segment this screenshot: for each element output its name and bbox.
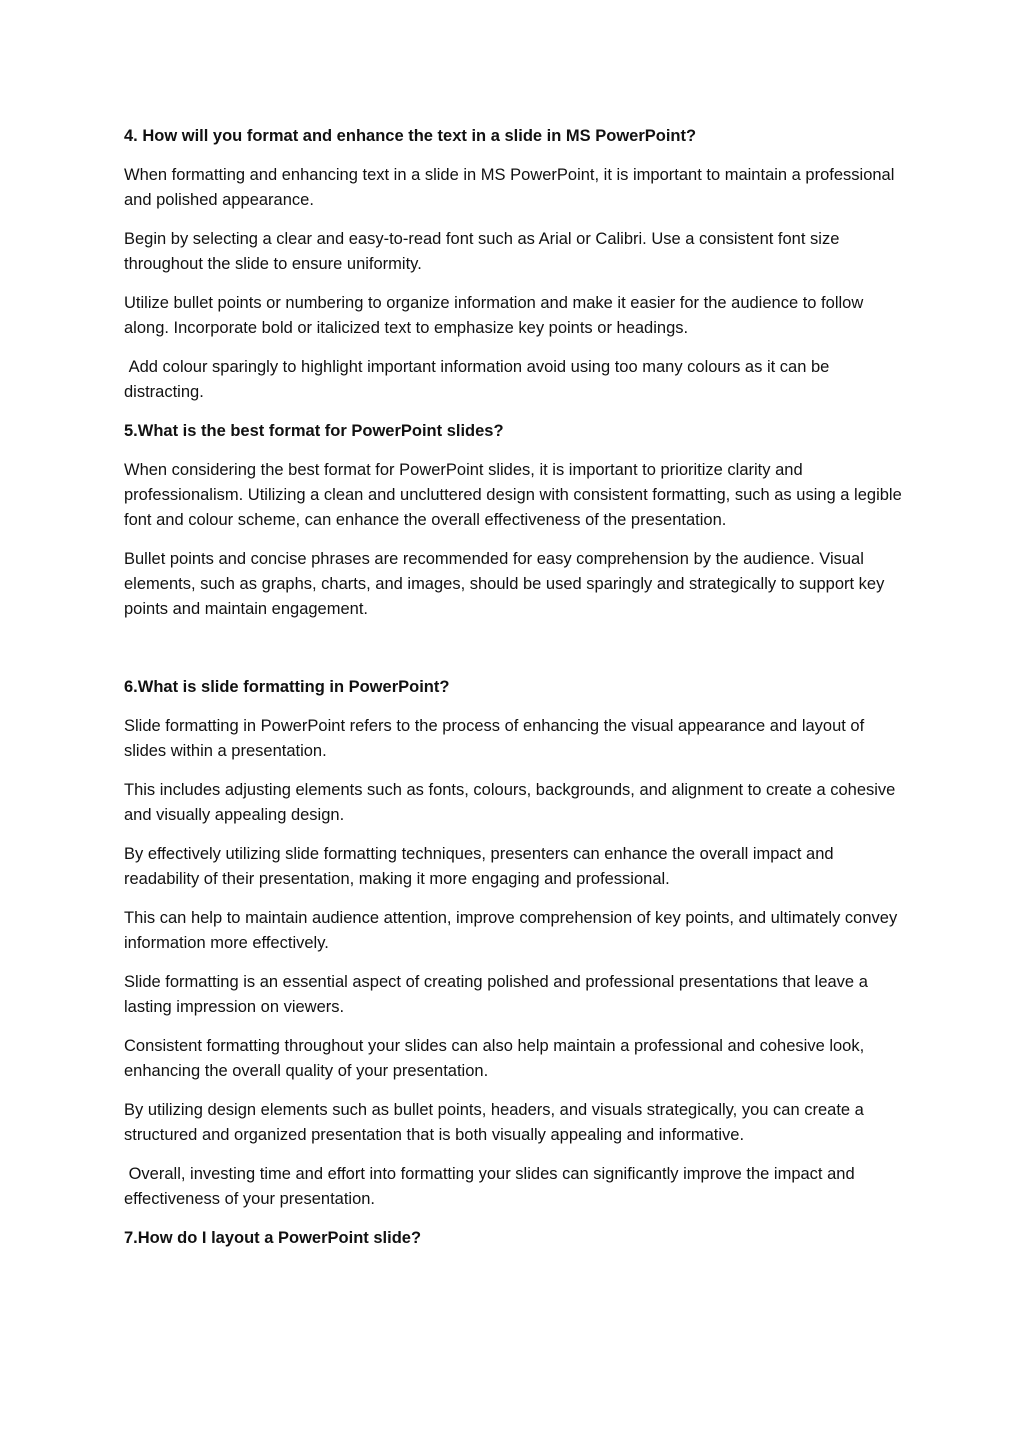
document-body [124, 124, 904, 1265]
paragraph: This includes adjusting elements such as fonts, colours, backgrounds, and alignment to create a cohesive and visually appealing design. [124, 781, 896, 824]
paragraph: Overall, investing time and effort into formatting your slides can significantly improve the impact and effectiveness of your presentation. [124, 1165, 860, 1208]
paragraph: When considering the best format for PowerPoint slides, it is important to prioritize clarity and professionalism. Utilizing a clean and uncluttered design with consistent formatting, such as using a legible font and colour scheme, can enhance the overall effectiveness of the presentation. [124, 461, 902, 529]
section-heading-5: 5.What is the best format for PowerPoint slides? [124, 422, 504, 440]
paragraph: Begin by selecting a clear and easy-to-read font such as Arial or Calibri. Use a consistent font size throughout the slide to ensure uniformity. [124, 230, 840, 273]
paragraph: Consistent formatting throughout your slides can also help maintain a professional and cohesive look, enhancing the overall quality of your presentation. [124, 1037, 865, 1080]
paragraph: Slide formatting is an essential aspect of creating polished and professional presentations that leave a lasting impression on viewers. [124, 973, 868, 1016]
paragraph: When formatting and enhancing text in a slide in MS PowerPoint, it is important to maintain a professional and polished appearance. [124, 166, 895, 209]
paragraph: By effectively utilizing slide formatting techniques, presenters can enhance the overall impact and readability of their presentation, making it more engaging and professional. [124, 845, 834, 888]
paragraph: This can help to maintain audience attention, improve comprehension of key points, and ultimately convey information more effectively. [124, 909, 898, 952]
paragraph: By utilizing design elements such as bullet points, headers, and visuals strategically, you can create a structured and organized presentation that is both visually appealing and informative. [124, 1101, 864, 1144]
paragraph: Bullet points and concise phrases are recommended for easy comprehension by the audience. Visual elements, such as graphs, charts, and images, should be used sparingly and strategically to support key points and maintain engagement. [124, 550, 885, 618]
paragraph: Add colour sparingly to highlight important information avoid using too many colours as it can be distracting. [124, 358, 834, 401]
paragraph: Slide formatting in PowerPoint refers to the process of enhancing the visual appearance and layout of slides within a presentation. [124, 717, 865, 760]
section-heading-4: 4. How will you format and enhance the text in a slide in MS PowerPoint? [124, 127, 697, 145]
section-heading-7: 7.How do I layout a PowerPoint slide? [124, 1229, 422, 1247]
paragraph: Utilize bullet points or numbering to organize information and make it easier for the audience to follow along. Incorporate bold or italicized text to emphasize key points or headings. [124, 294, 864, 337]
section-heading-6: 6.What is slide formatting in PowerPoint? [124, 678, 450, 696]
blank-line [124, 636, 904, 675]
